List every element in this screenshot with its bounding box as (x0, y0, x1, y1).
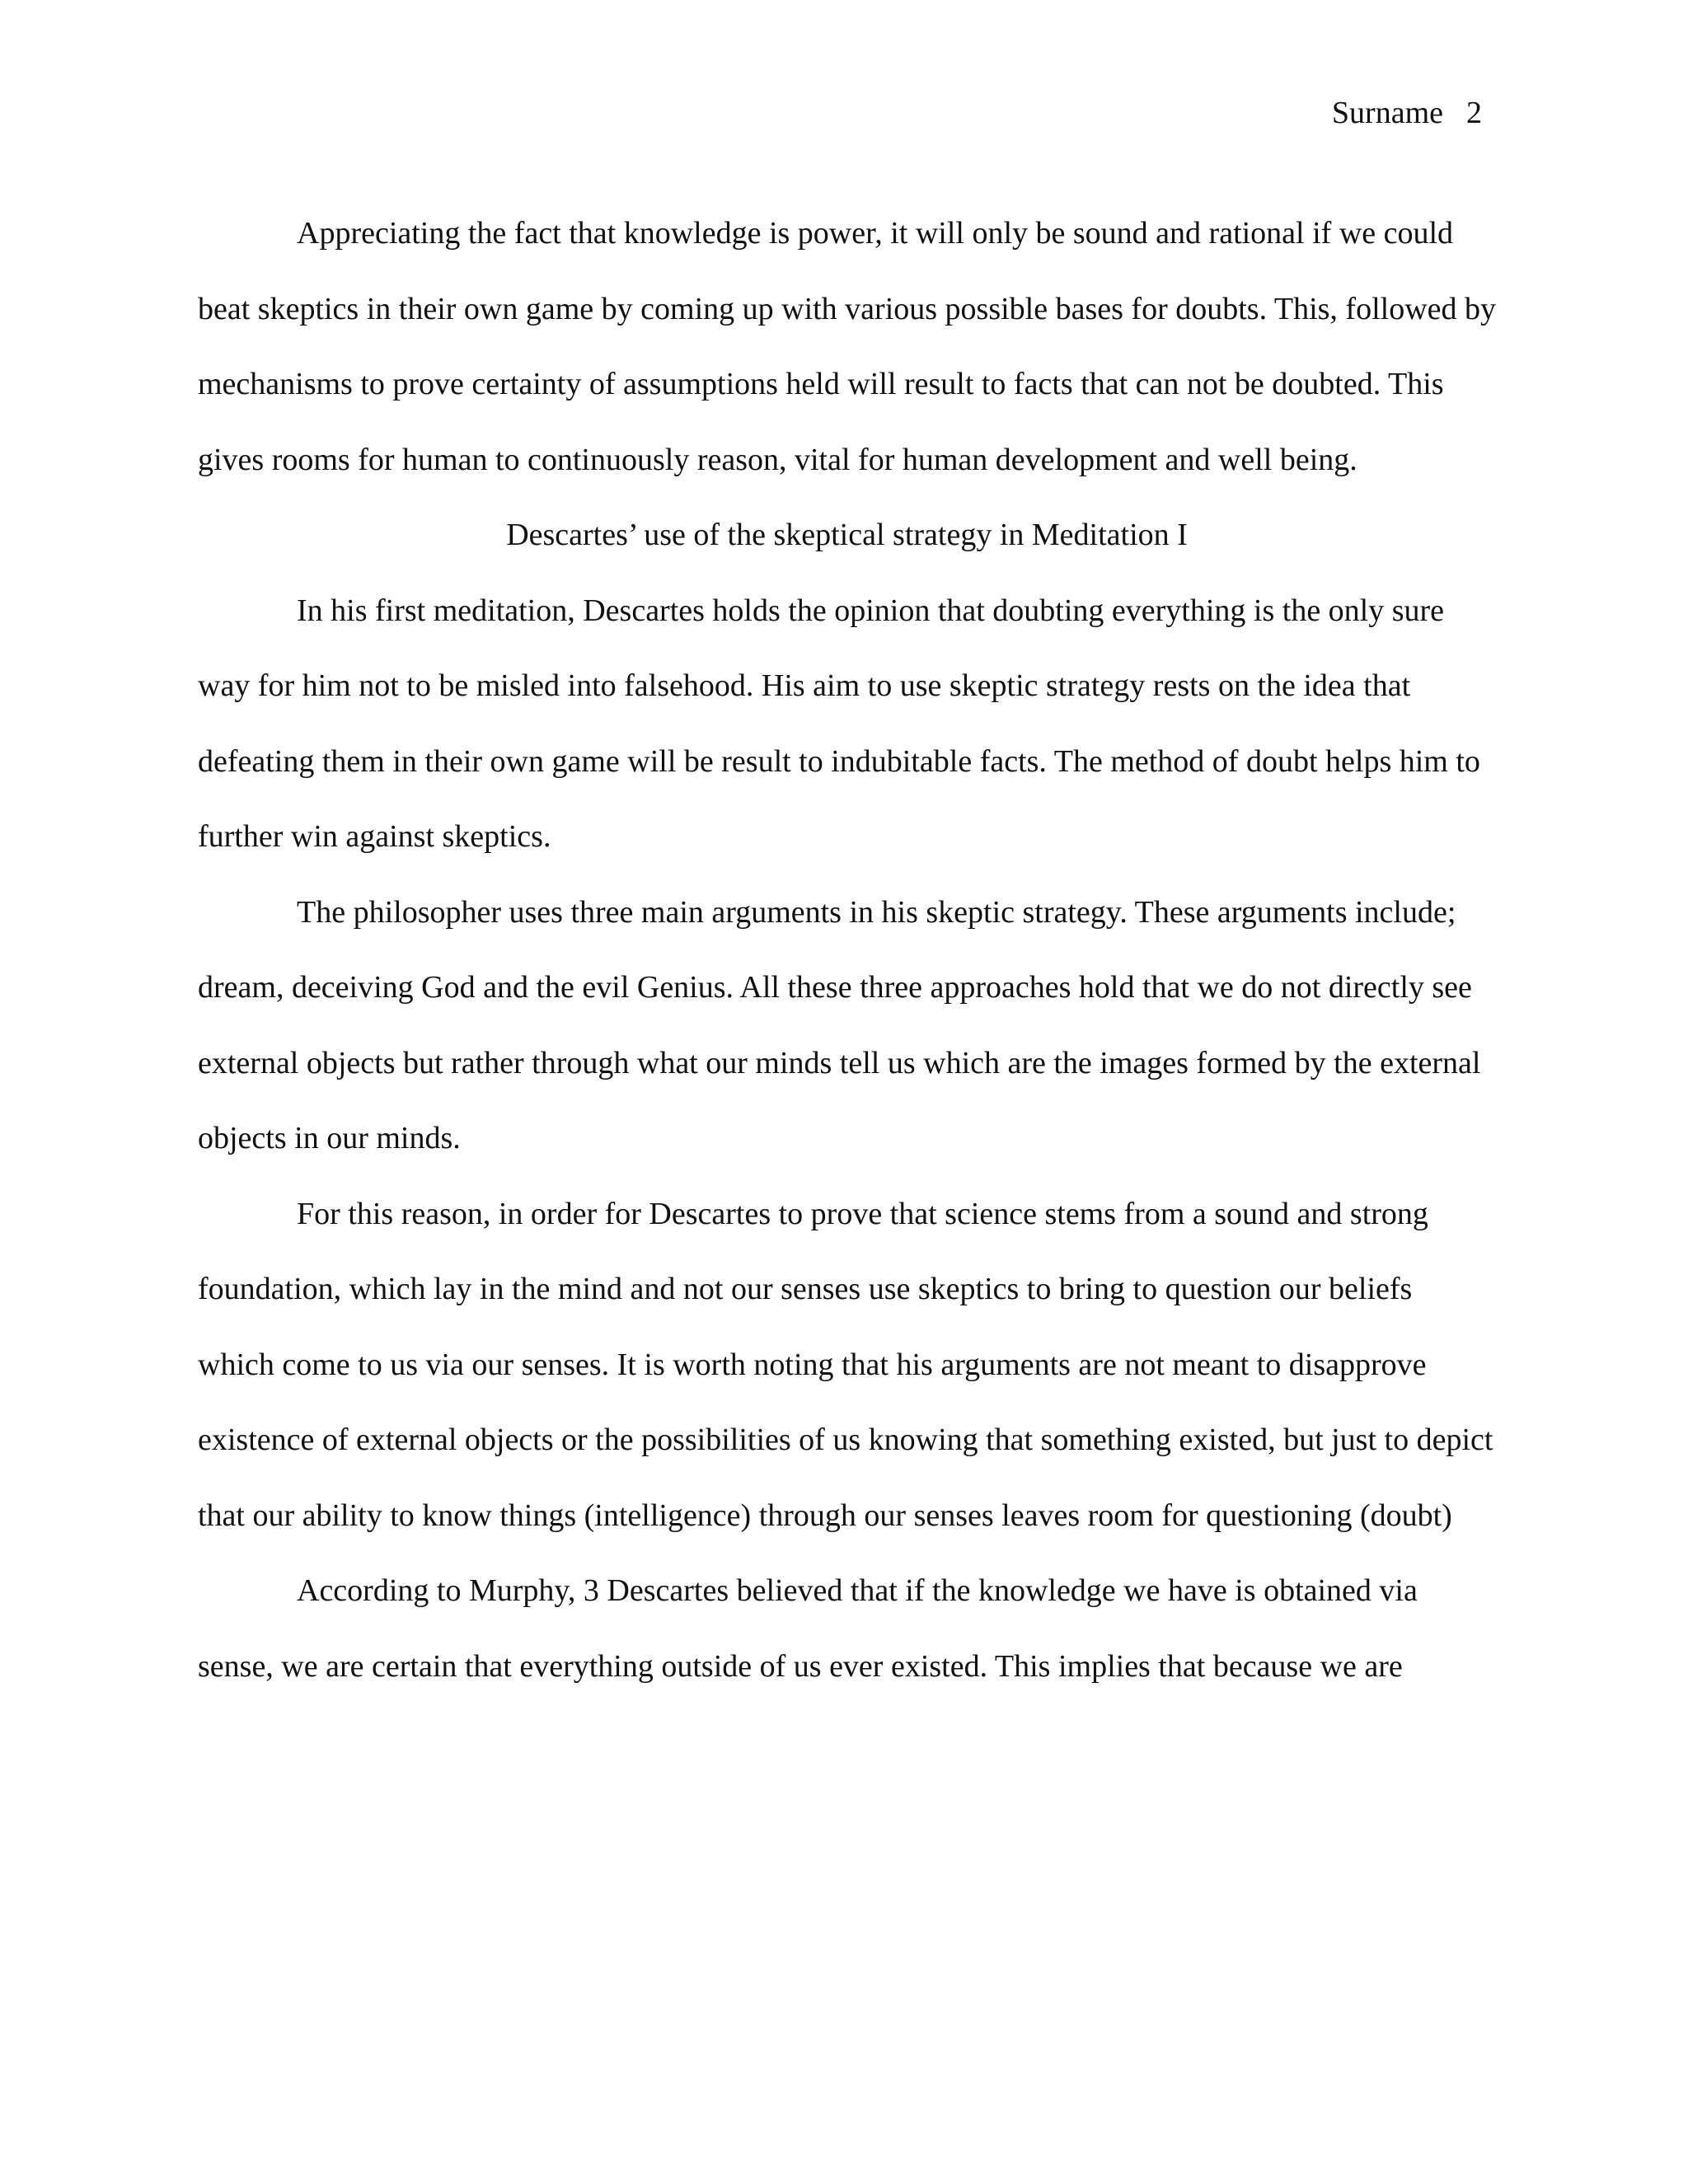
paragraph-three-arguments: The philosopher uses three main arguments in his skeptic strategy. These arguments include; dream, deceiving God and the evil Genius. All these three approaches hold that we do not directly see external objects but rather through what our minds tell us which are the images formed by the external objects in our minds. (198, 894, 1481, 1155)
section-heading: Descartes’ use of the skeptical strategy in Meditation I (506, 518, 1188, 552)
document-body (198, 196, 1496, 1704)
page-number: 2 (1466, 96, 1482, 130)
running-header (1332, 97, 1482, 129)
paragraph-murphy: According to Murphy, 3 Descartes believed that if the knowledge we have is obtained via sense, we are certain that everything outside of us ever existed. This implies that because we are (198, 1573, 1418, 1684)
paragraph-science-foundation: For this reason, in order for Descartes to prove that science stems from a sound and strong foundation, which lay in the mind and not our senses use skeptics to bring to question our beliefs which come to us via our senses. It is worth noting that his arguments are not meant to disapprove existence of external objects or the possibilities of us knowing that something existed, but just to depict that our ability to know things (intelligence) through our senses leaves room for questioning (doubt) (198, 1196, 1493, 1533)
header-surname: Surname (1331, 96, 1443, 130)
paragraph-first-meditation: In his first meditation, Descartes holds the opinion that doubting everything is the only sure way for him not to be misled into falsehood. His aim to use skeptic strategy rests on the idea that defeating them in their own game will be result to indubitable facts. The method of doubt helps him to further win against skeptics. (198, 593, 1480, 854)
paragraph-intro: Appreciating the fact that knowledge is power, it will only be sound and rational if we could beat skeptics in their own game by coming up with various possible bases for doubts. This, followed by mechanisms to prove certainty of assumptions held will result to facts that can not be doubted. This gives rooms for human to continuously reason, vital for human development and well being. (198, 216, 1497, 477)
